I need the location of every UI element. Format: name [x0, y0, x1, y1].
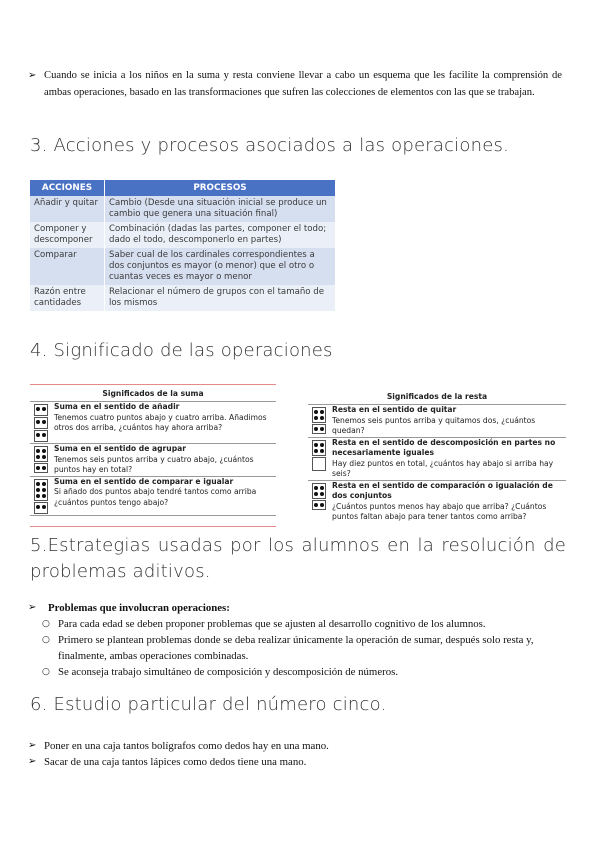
circle-bullet-icon: ○	[42, 619, 50, 629]
resta-title: Significados de la resta	[386, 392, 488, 401]
section-4-title: 4. Significado de las operaciones	[30, 340, 333, 361]
suma-item-heading: Suma en el sentido de comparar e igualar	[54, 476, 234, 486]
resta-item-heading: Resta en el sentido de quitar	[332, 405, 457, 414]
list-item	[308, 405, 566, 438]
dice-icon	[30, 444, 52, 474]
table-header-procesos: PROCESOS	[105, 180, 336, 196]
list-item	[30, 477, 276, 516]
actions-processes-table	[30, 180, 335, 311]
list-item: ➢ Poner en una caja tantos bolígrafos como dedos hay en una mano.	[28, 740, 329, 752]
list-item: ○ Para cada edad se deben proponer problemas que se ajusten al desarrollo cognitivo de los alumnos.	[42, 618, 486, 630]
table-cell: Cambio (Desde una situación inicial se produce un cambio que genera una situación final)	[105, 196, 336, 222]
arrow-bullet-icon: ➢	[28, 70, 37, 81]
table-header-acciones: ACCIONES	[30, 180, 105, 196]
circle-bullet-icon: ○	[42, 635, 50, 645]
section-3-title: 3. Acciones y procesos asociados a las operaciones.	[30, 135, 509, 156]
resta-item-text: ¿Cuántos puntos menos hay abajo que arriba? ¿Cuántos puntos faltan abajo para tener tantos como arriba?	[332, 501, 547, 521]
dice-icon	[308, 405, 330, 435]
section-6-list	[28, 738, 568, 770]
suma-meanings-box	[30, 384, 276, 527]
divider	[30, 526, 276, 527]
list-heading: Problemas que involucran operaciones:	[48, 602, 230, 614]
list-item	[30, 402, 276, 444]
intro-text: Cuando se inicia a los niños en la suma y resta conviene llevar a cabo un esquema que les facilite la comprensión de ambas operaciones, basado en las transformaciones que sufren las colecciones de elementos con las que se trabajan.	[44, 70, 562, 98]
table-cell: Relacionar el número de grupos con el tamaño de los mismos	[105, 285, 336, 311]
list-item: ○ Primero se plantean problemas donde se deba realizar únicamente la operación de sumar, después solo resta y, finalmente, ambas operaciones combinadas.	[42, 634, 534, 662]
arrow-bullet-icon: ➢	[28, 740, 37, 751]
table-cell: Saber cual de los cardinales correspondientes a dos conjuntos es mayor (o menor) que el otro o cuantas veces es mayor o menor	[105, 248, 336, 285]
dice-icon	[308, 481, 330, 511]
suma-item-heading: Suma en el sentido de agrupar	[54, 444, 187, 453]
suma-item-text: Tenemos cuatro puntos abajo y cuatro arriba. Añadimos otros dos arriba, ¿cuántos hay ahora arriba?	[54, 412, 267, 432]
list-item	[30, 444, 276, 477]
table-cell: Componer y descomponer	[30, 222, 105, 248]
table-cell: Combinación (dadas las partes, componer el todo; dado el todo, descomponerlo en partes)	[105, 222, 336, 248]
suma-item-text: Si añado dos puntos abajo tendré tantos como arriba ¿cuántos puntos tengo abajo?	[54, 487, 257, 507]
dice-icon	[30, 477, 52, 515]
list-item	[308, 481, 566, 523]
section-5-title: 5.Estrategias usadas por los alumnos en la resolución de problemas aditivos.	[30, 535, 566, 582]
resta-item-text: Tenemos seis puntos arriba y quitamos dos, ¿cuántos quedan?	[332, 415, 536, 435]
table-cell: Comparar	[30, 248, 105, 285]
arrow-bullet-icon: ➢	[28, 756, 37, 767]
section-5-list	[28, 600, 568, 680]
suma-title: Significados de la suma	[102, 389, 204, 398]
list-item	[308, 438, 566, 481]
resta-item-heading: Resta en el sentido de comparación o igualación de dos conjuntos	[332, 480, 553, 500]
circle-bullet-icon: ○	[42, 667, 50, 677]
list-item: ○ Se aconseja trabajo simultáneo de composición y descomposición de números.	[42, 666, 399, 678]
list-item: ➢ Sacar de una caja tantos lápices como dedos tiene una mano.	[28, 756, 307, 768]
suma-item-heading: Suma en el sentido de añadir	[54, 402, 180, 411]
resta-meanings-box	[308, 388, 566, 523]
list-item	[28, 600, 568, 616]
table-row	[30, 196, 335, 222]
dice-icon	[308, 438, 330, 472]
resta-item-text: Hay diez puntos en total, ¿cuántos hay abajo si arriba hay seis?	[332, 458, 554, 478]
suma-item-text: Tenemos seis puntos arriba y cuatro abajo, ¿cuántos puntos hay en total?	[54, 454, 254, 474]
resta-item-heading: Resta en el sentido de descomposición en partes no necesariamente iguales	[332, 437, 556, 457]
intro-paragraph	[28, 68, 562, 101]
dice-icon	[30, 402, 52, 443]
table-row	[30, 222, 335, 248]
table-cell: Razón entre cantidades	[30, 285, 105, 311]
arrow-bullet-icon: ➢	[28, 602, 37, 613]
table-cell: Añadir y quitar	[30, 196, 105, 222]
section-6-title: 6. Estudio particular del número cinco.	[30, 694, 387, 715]
table-row	[30, 285, 335, 311]
table-row	[30, 248, 335, 285]
